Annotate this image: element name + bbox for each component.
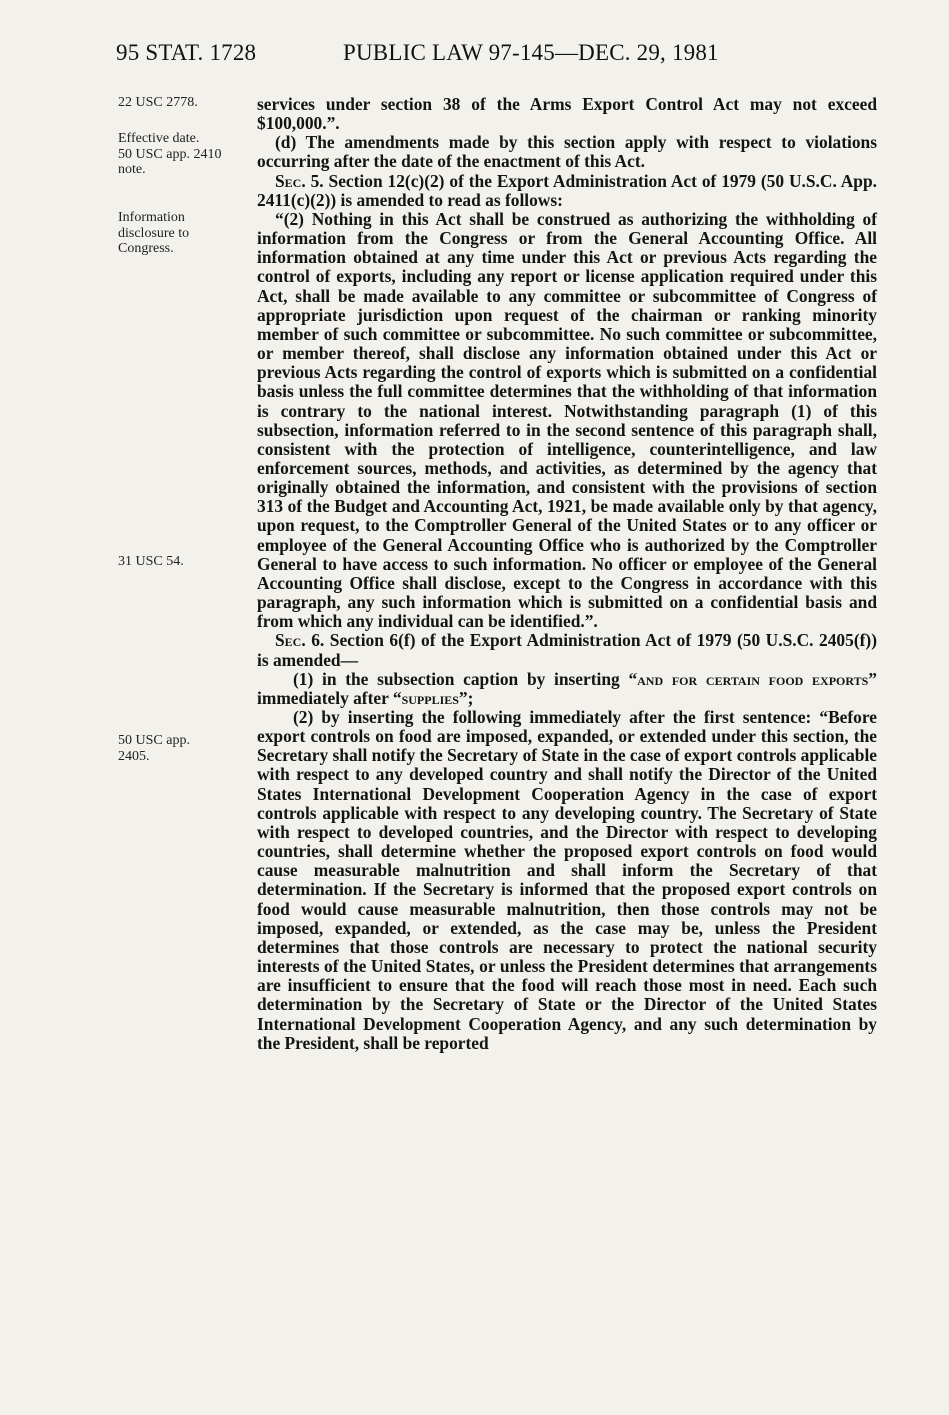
- stat-page-number: 95 STAT. 1728: [116, 40, 257, 65]
- clause-1-text-end: ”;: [458, 687, 474, 708]
- margin-note-line: Effective date.: [118, 131, 200, 146]
- margin-note-22-usc-2778: [118, 95, 253, 111]
- margin-note-text: 22 USC 2778.: [118, 95, 198, 110]
- margin-note-effective-date: [118, 131, 253, 178]
- section-6-paragraph: [257, 631, 877, 669]
- clause-1-caption: [257, 670, 877, 708]
- paragraph-arms-export: services under section 38 of the Arms Export Control Act may not exceed $100,000.”.: [257, 94, 877, 134]
- paragraph-amendments-apply: (d) The amendments made by this section apply with respect to violations occurring after the date of the enactment of this Act.: [257, 132, 877, 172]
- margin-note-31-usc-54: [118, 554, 253, 570]
- margin-note-line: 50 USC app. 2410: [118, 146, 222, 162]
- margin-note-text: 31 USC 54.: [118, 554, 184, 569]
- page-header: [116, 40, 876, 74]
- caption-insert-text: and for certain food exports: [637, 668, 869, 689]
- caption-supplies-text: supplies: [401, 687, 459, 708]
- clause-1-text: (1) in the subsection caption by inserting “: [293, 668, 638, 689]
- margin-note-line: disclosure to: [118, 225, 190, 241]
- section-6-text: Section 6(f) of the Export Administration Act of 1979 (50 U.S.C. 2405(f)) is amended—: [257, 630, 877, 670]
- margin-note-line: Congress.: [118, 241, 174, 256]
- clause-1-text-mid: ” immediately after “: [257, 668, 877, 708]
- margin-note-line: 50 USC app.: [118, 733, 190, 748]
- section-5-paragraph: [257, 172, 877, 210]
- margin-note-line: 2405.: [118, 748, 150, 764]
- margin-note-information-disclosure: [118, 210, 253, 257]
- paragraph-information-disclosure: “(2) Nothing in this Act shall be construed as authorizing the withholding of information from the Congress or from the General Accounting Office. All information obtained at any time under this Act or previous Acts regarding the control of exports, including any report or license application required under this Act, shall be made available to any committee or subcommittee of Congress of appropriate jurisdiction upon request of the chairman or ranking minority member of such committee or subcommittee. No such committee or subcommittee, or member thereof, shall disclose any information obtained under this Act or previous Acts regarding the control of exports which is submitted on a confidential basis unless the full committee determines that the withholding of that information is contrary to the national interest. Notwithstanding paragraph (1) of this subsection, information referred to in the second sentence of this paragraph shall, consistent with the protection of intelligence, counterintelligence, and law enforcement sources, methods, and activities, as determined by the agency that originally obtained the information, and consistent with the provisions of section 313 of the Budget and Accounting Act, 1921, be made available only by that agency, upon request, to the Comptroller General of the United States or to any officer or employee of the General Accounting Office who is authorized by the Comptroller General to have access to such information. No officer or employee of the General Accounting Office shall disclose, except to the Congress in accordance with this paragraph, any such information which is submitted on a confidential basis and from which any individual can be identified.”.: [257, 208, 877, 632]
- margin-note-line: note.: [118, 162, 146, 177]
- section-6-label: Sec. 6.: [275, 630, 325, 651]
- section-5-label: Sec. 5.: [275, 170, 324, 191]
- law-title: PUBLIC LAW 97-145—DEC. 29, 1981: [343, 40, 719, 65]
- statute-text: [257, 95, 877, 1053]
- clause-2-food-controls: (2) by inserting the following immediately after the first sentence: “Before export controls on food are imposed, expanded, or extended under this section, the Secretary shall notify the Secretary of State in the case of export controls applicable with respect to any developed country and shall notify the Director of the United States International Development Cooperation Agency in the case of export controls applicable with respect to any developing country. The Secretary of State with respect to developed countries, and the Director with respect to developing countries, shall determine whether the proposed export controls on food would cause measurable malnutrition and shall inform the Secretary of that determination. If the Secretary is informed that the proposed export controls on food would cause measurable malnutrition, then those controls may not be imposed, expanded, or extended, as the case may be, unless the President determines that those controls are necessary to protect the national security interests of the United States, or unless the President determines that arrangements are insufficient to ensure that the food will reach those most in need. Each such determination by the Secretary of State or the Director of the United States International Development Cooperation Agency, and any such determination by the President, shall be reported: [257, 707, 877, 1053]
- section-5-text: Section 12(c)(2) of the Export Administration Act of 1979 (50 U.S.C. App. 2411(c)(2)) is amended to read as follows:: [257, 170, 877, 210]
- margin-note-50-usc-app-2405: [118, 733, 253, 764]
- margin-note-line: Information: [118, 210, 185, 225]
